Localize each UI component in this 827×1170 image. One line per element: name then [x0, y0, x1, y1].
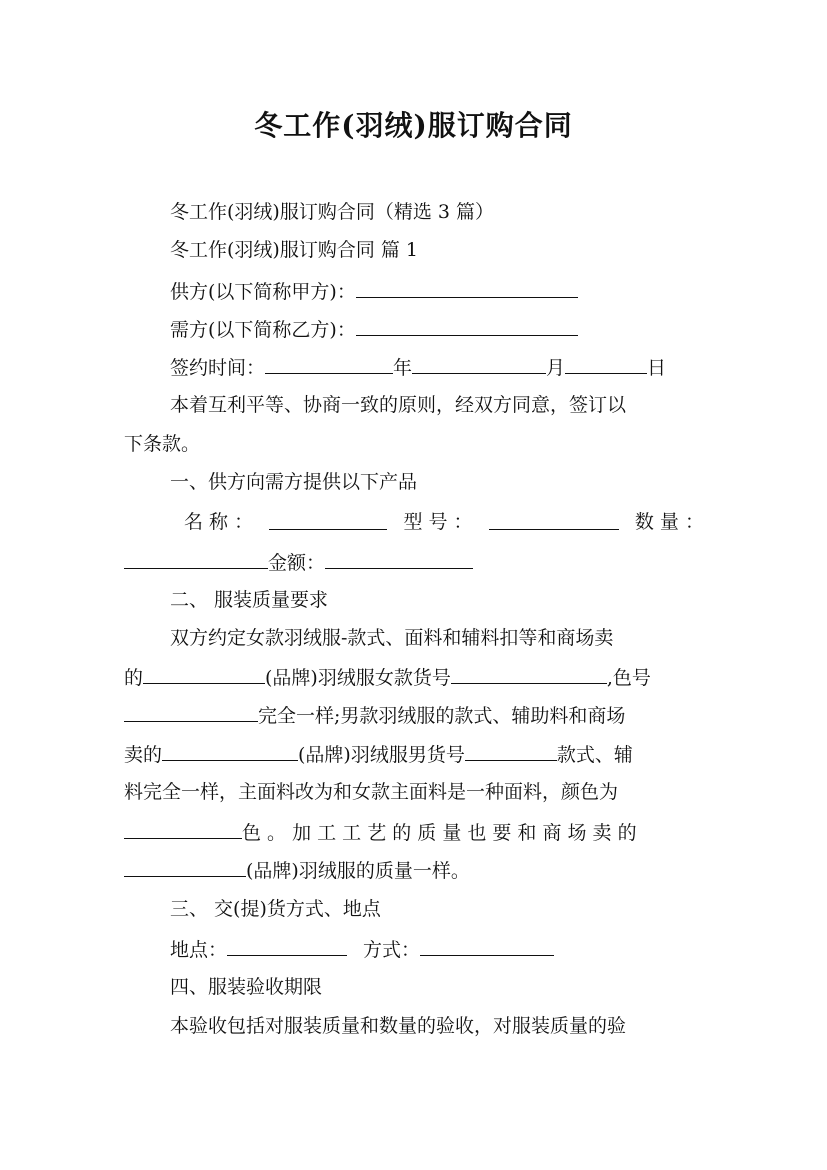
delivery-line: [170, 936, 704, 962]
quality-line-3-text: 完全一样;男款羽绒服的款式、辅助料和商场: [258, 705, 626, 727]
supplier-line: [170, 278, 704, 304]
quality-line-2-middle: (品牌)羽绒服女款货号: [265, 667, 451, 689]
quality-line-2-end: ,色号: [606, 667, 651, 689]
amount-blank: [325, 549, 473, 569]
model-blank: [489, 510, 619, 530]
quality-line-6-text: 色 。 加 工 工 艺 的 质 量 也 要 和 商 场 卖 的: [242, 822, 637, 844]
section-3-heading: 三、 交(提)货方式、地点: [170, 898, 381, 920]
quality-line-2: [124, 664, 704, 690]
women-brand-blank: [143, 664, 265, 684]
quantity-label: 数 量 ：: [634, 511, 704, 533]
document-title: 冬工作(羽绒)服订购合同: [254, 109, 573, 142]
year-blank: [265, 354, 393, 374]
quality-line-7: [124, 857, 704, 883]
quality-line-2-start: 的: [124, 667, 144, 689]
intro-line-1: 本着互利平等、协商一致的原则，经双方同意，签订以: [170, 394, 627, 416]
buyer-blank: [356, 316, 578, 336]
model-label: 型 号 ：: [403, 511, 473, 533]
year-label: 年: [393, 357, 413, 379]
color-number-blank: [124, 702, 258, 722]
supplier-blank: [356, 278, 578, 298]
day-label: 日: [647, 357, 667, 379]
quality-line-4: [124, 741, 704, 767]
color-blank: [124, 819, 242, 839]
section-1-heading: 一、供方向需方提供以下产品: [170, 471, 418, 493]
amount-label: 金额：: [268, 552, 326, 574]
quality-line-3: [124, 702, 704, 728]
amount-line: [124, 549, 704, 575]
day-blank: [565, 354, 647, 374]
women-item-number-blank: [451, 664, 607, 684]
month-label: 月: [546, 357, 566, 379]
name-label: 名 称 ：: [184, 511, 254, 533]
name-blank: [269, 510, 387, 530]
quality-line-4-end: 款式、辅: [556, 744, 633, 766]
method-label: 方式：: [363, 939, 421, 961]
quality-line-5: 料完全一样，主面料改为和女款主面料是一种面料，颜色为: [124, 781, 619, 803]
month-blank: [412, 354, 546, 374]
quality-line-4-middle: (品牌)羽绒服男货号: [298, 744, 465, 766]
supplier-label: 供方(以下简称甲方)：: [170, 281, 356, 303]
place-label: 地点：: [170, 939, 228, 961]
section-4-heading: 四、服装验收期限: [170, 976, 323, 998]
place-blank: [227, 936, 347, 956]
quality-line-4-start: 卖的: [124, 744, 163, 766]
sign-time-line: [170, 354, 704, 380]
quality-line-1: 双方约定女款羽绒服-款式、面料和辅料扣等和商场卖: [170, 627, 614, 649]
quality-line-6: [124, 819, 704, 845]
sign-time-label: 签约时间：: [170, 357, 266, 379]
men-item-number-blank: [465, 741, 557, 761]
intro-line-2: 下条款。: [124, 433, 201, 455]
part-heading: 冬工作(羽绒)服订购合同 篇 1: [170, 239, 418, 261]
quality-line-7-text: (品牌)羽绒服的质量一样。: [246, 860, 470, 882]
document-subtitle: 冬工作(羽绒)服订购合同（精选 3 篇）: [170, 201, 494, 223]
quantity-blank: [124, 549, 268, 569]
product-fields-line: [184, 510, 704, 534]
buyer-label: 需方(以下简称乙方)：: [170, 319, 356, 341]
market-brand-blank: [124, 857, 246, 877]
acceptance-line: 本验收包括对服装质量和数量的验收，对服装质量的验: [170, 1015, 627, 1037]
method-blank: [420, 936, 554, 956]
section-2-heading: 二、 服装质量要求: [170, 589, 329, 611]
men-brand-blank: [162, 741, 298, 761]
buyer-line: [170, 316, 704, 342]
